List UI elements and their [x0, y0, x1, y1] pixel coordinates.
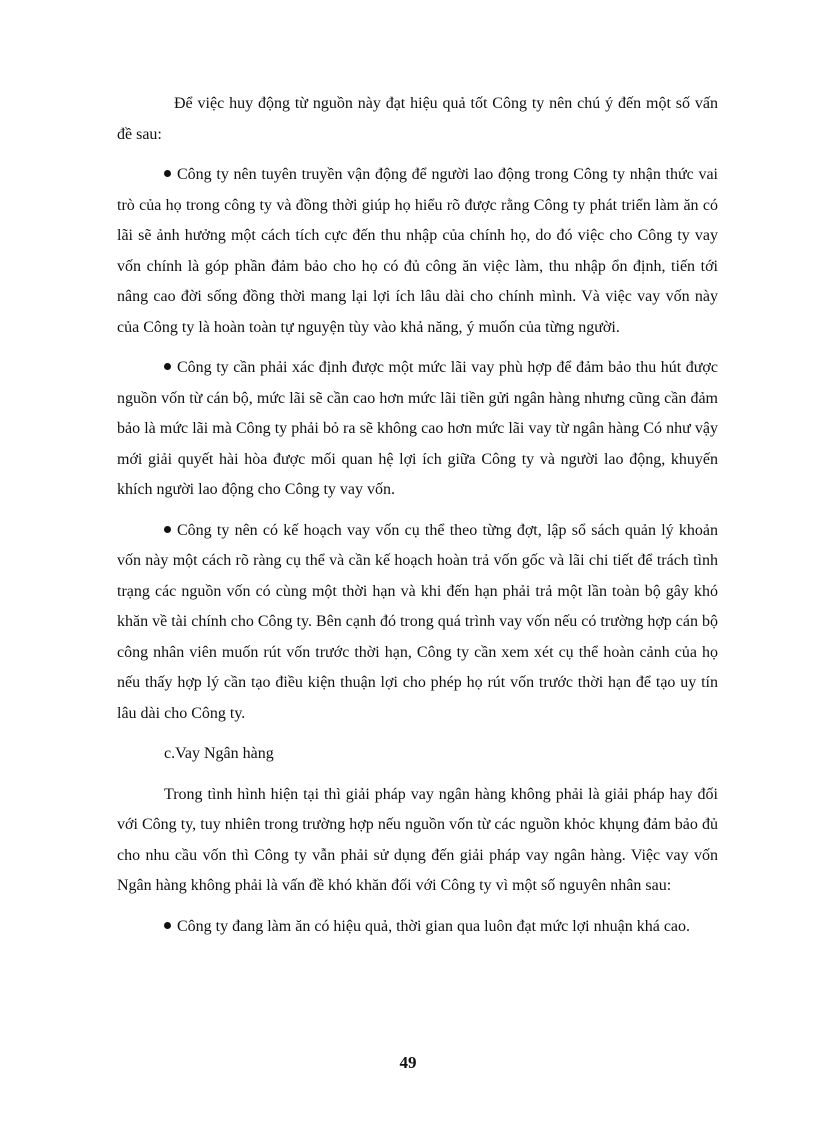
bullet-item-3: [117, 516, 718, 730]
section-paragraph: Trong tình hình hiện tại thì giải pháp vay ngân hàng không phải là giải pháp hay đối với Công ty, tuy nhiên trong trường hợp nếu nguồn vốn từ các nguồn khỏc khụng đảm bảo đủ cho nhu cầu vốn thì Công ty vẫn phải sử dụng đến giải pháp vay ngân hàng. Việc vay vốn Ngân hàng không phải là vấn đề khó khăn đối với Công ty vì một số nguyên nhân sau:: [117, 785, 718, 894]
bullet-dot-icon: [164, 363, 171, 370]
bullet-item-4: [117, 912, 718, 943]
bullet-dot-icon: [164, 526, 171, 533]
bullet-dot-icon: [164, 170, 171, 177]
bullet-text-1: Công ty nên tuyên truyền vận động để người lao động trong Công ty nhận thức vai trò của họ trong công ty và đồng thời giúp họ hiểu rõ được rằng Công ty phát triển làm ăn có lãi sẽ ảnh hưởng một cách tích cực đến thu nhập của chính họ, do đó việc cho Công ty vay vốn chính là góp phần đảm bảo cho họ có đủ công ăn việc làm, thu nhập ổn định, tiến tới nâng cao đời sống đồng thời mang lại lợi ích lâu dài cho chính mình. Và việc vay vốn này của Công ty là hoàn toàn tự nguyện tùy vào khả năng, ý muốn của từng người.: [117, 166, 718, 336]
bullet-text-2: Công ty cần phải xác định được một mức lãi vay phù hợp để đảm bảo thu hút được nguồn vốn từ cán bộ, mức lãi sẽ cần cao hơn mức lãi tiền gửi ngân hàng nhưng cũng cần đảm bảo là mức lãi mà Công ty phải bỏ ra sẽ không cao hơn mức lãi vay từ ngân hàng Có như vậy mới giải quyết hài hòa được mối quan hệ lợi ích giữa Công ty và người lao động, khuyến khích người lao động cho Công ty vay vốn.: [117, 359, 718, 498]
bullet-dot-icon: [164, 922, 171, 929]
bullet-item-1: [117, 160, 718, 343]
section-heading: c.Vay Ngân hàng: [164, 745, 274, 762]
page-number: 49: [399, 1053, 417, 1072]
bullet-text-4: Công ty đang làm ăn có hiệu quả, thời gian qua luôn đạt mức lợi nhuận khá cao.: [177, 917, 691, 935]
intro-paragraph: Để việc huy động từ nguồn này đạt hiệu quả tốt Công ty nên chú ý đến một số vấn đề sau:: [117, 95, 718, 143]
document-page: [117, 89, 718, 952]
bullet-text-3: Công ty nên có kế hoạch vay vốn cụ thể theo từng đợt, lập sổ sách quản lý khoản vốn này một cách rõ ràng cụ thể và cần kế hoạch hoàn trả vốn gốc và lãi chi tiết để trách tình trạng các nguồn vốn có cùng một thời hạn và khi đến hạn phải trả một lần toàn bộ gây khó khăn về tài chính cho Công ty. Bên cạnh đó trong quá trình vay vốn nếu có trường hợp cán bộ công nhân viên muốn rút vốn trước thời hạn, Công ty cần xem xét cụ thể hoàn cảnh của họ nếu thấy hợp lý cần tạo điều kiện thuận lợi cho phép họ rút vốn trước thời hạn để tạo uy tín lâu dài cho Công ty.: [117, 521, 718, 722]
bullet-item-2: [117, 353, 718, 506]
